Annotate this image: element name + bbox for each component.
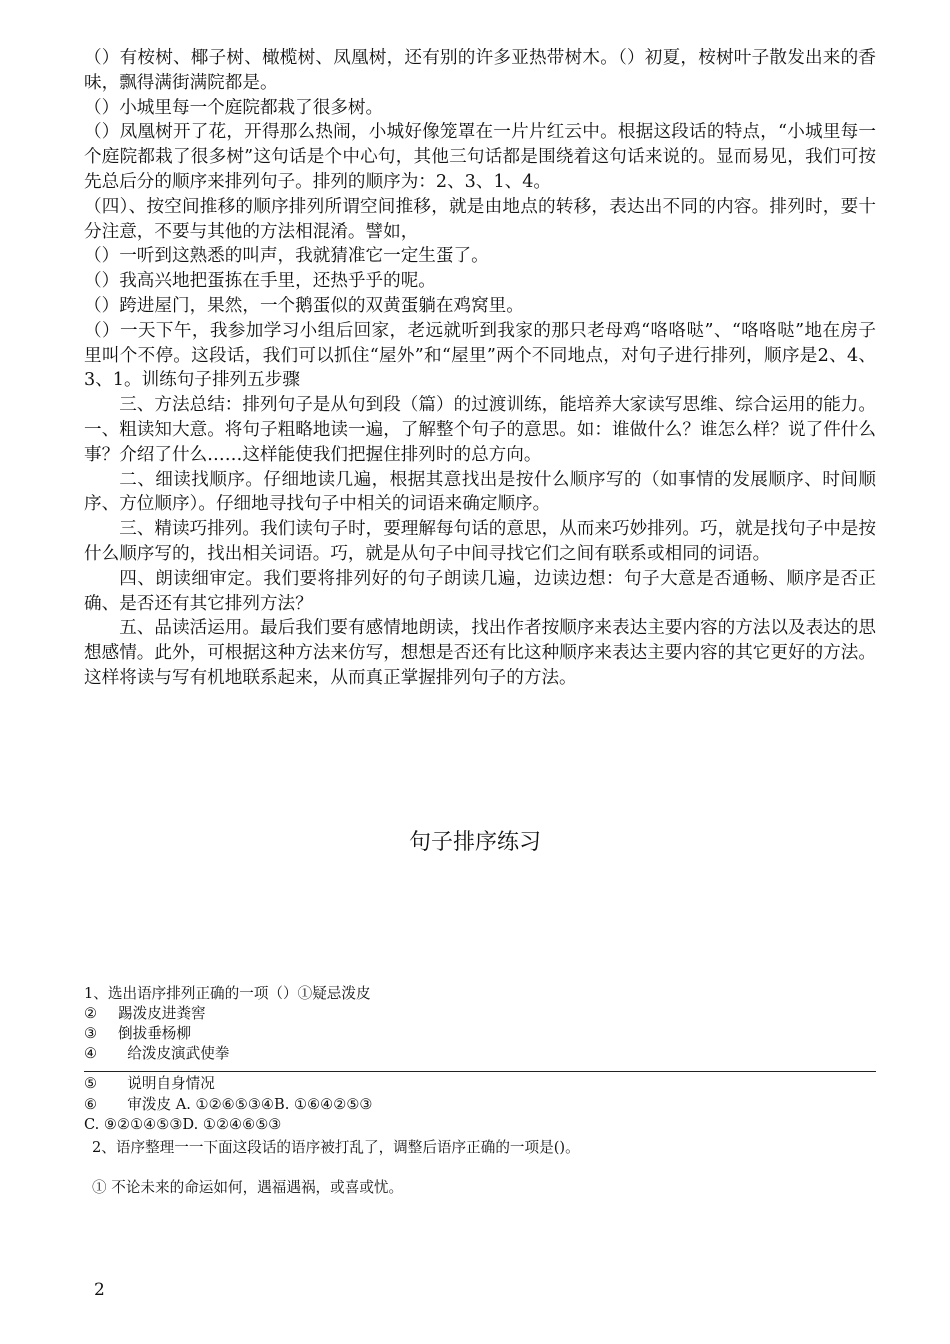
horizontal-rule [84,1071,876,1072]
exercise-1-continued [84,1074,876,1199]
page-title: 句子排序练习 [408,830,541,855]
paragraph: 三、方法总结：排列句子是从句到段（篇）的过渡训练，能培养大家读写思维、综合运用的能力。一、粗读知大意。将句子粗略地读一遍，了解整个句子的意思。如：谁做什么？谁怎么样？说了件什么事？介绍了什么……这样能使我们把握住排列时的总方向。 [84,395,876,465]
paragraph: （）跨进屋门，果然，一个鹅蛋似的双黄蛋躺在鸡窝里。 [84,295,524,316]
paragraph: 四、朗读细审定。我们要将排列好的句子朗读几遍，边读边想：句子大意是否通畅、顺序是否正确、是否还有其它排列方法？ [84,568,876,614]
exercise-1-item: ⑤ 说明自身情况 [84,1075,215,1092]
exercise-1-item: ③ 倒拔垂杨柳 [84,1025,191,1042]
exercise-1 [84,984,876,1064]
paragraph: 五、品读活运用。最后我们要有感情地朗读，找出作者按顺序来表达主要内容的方法以及表达的思想感情。此外，可根据这种方法来仿写，想想是否还有比这种顺序来表达主要内容的其它更好的方法。这样将读与写有机地联系起来，从而真正掌握排列句子的方法。 [84,618,876,688]
exercise-2-question: 2、语序整理一一下面这段话的语序被打乱了，调整后语序正确的一项是()。 [92,1138,580,1156]
paragraph: 三、精读巧排列。我们读句子时，要理解每句话的意思，从而来巧妙排列。巧，就是找句子中是按什么顺序写的，找出相关词语。巧，就是从句子中间寻找它们之间有联系或相同的词语。 [84,519,876,564]
exercise-1-question: 1、选出语序排列正确的一项（）①疑忌泼皮 [84,985,371,1002]
body-text [84,46,876,691]
page-number: 2 [94,1280,105,1300]
exercise-1-item: ② 踢泼皮进粪窖 [84,1005,206,1022]
paragraph: （）一听到这熟悉的叫声，我就猜准它一定生蛋了。 [84,246,489,267]
paragraph: （）一天下午，我参加学习小组后回家，老远就听到我家的那只老母鸡“咯咯哒”、“咯咯哒”地在房子里叫个不停。这段话，我们可以抓住“屋外”和“屋里”两个不同地点，对句子进行排列，顺序是2、4、3、1。训练句子排列五步骤 [84,320,876,391]
paragraph: （四）、按空间推移的顺序排列所谓空间推移，就是由地点的转移，表达出不同的内容。排列时，要十分注意，不要与其他的方法相混淆。譬如， [84,196,876,242]
paragraph: 二、细读找顺序。仔细地读几遍，根据其意找出是按什么顺序写的（如事情的发展顺序、时间顺序、方位顺序）。仔细地寻找句子中相关的词语来确定顺序。 [84,469,876,515]
exercise-1-item: ④ 给泼皮演武使拳 [84,1045,230,1062]
exercise-1-options: C. ⑨②①④⑤③D. ①②④⑥⑤③ [84,1116,282,1133]
paragraph: （）小城里每一个庭院都栽了很多树。 [84,97,384,118]
paragraph: （）有桉树、椰子树、橄榄树、凤凰树，还有别的许多亚热带树木。（）初夏，桉树叶子散发出来的香味，飘得满街满院都是。 [84,48,876,93]
paragraph: （）我高兴地把蛋拣在手里，还热乎乎的呢。 [84,271,436,292]
exercise-1-item: ⑥ 审泼皮 A. ①②⑥⑤③④B. ①⑥④②⑤③ [84,1095,373,1113]
paragraph: （）凤凰树开了花，开得那么热闹，小城好像笼罩在一片片红云中。根据这段话的特点，“小城里每一个庭院都栽了很多树”这句话是个中心句，其他三句话都是围绕着这句话来说的。显而易见，我们可按先总后分的顺序来排列句子。排列的顺序为：2、3、1、4。 [84,122,876,192]
exercise-2-item: ① 不论未来的命运如何，遇福遇祸，或喜或忧。 [92,1179,404,1196]
